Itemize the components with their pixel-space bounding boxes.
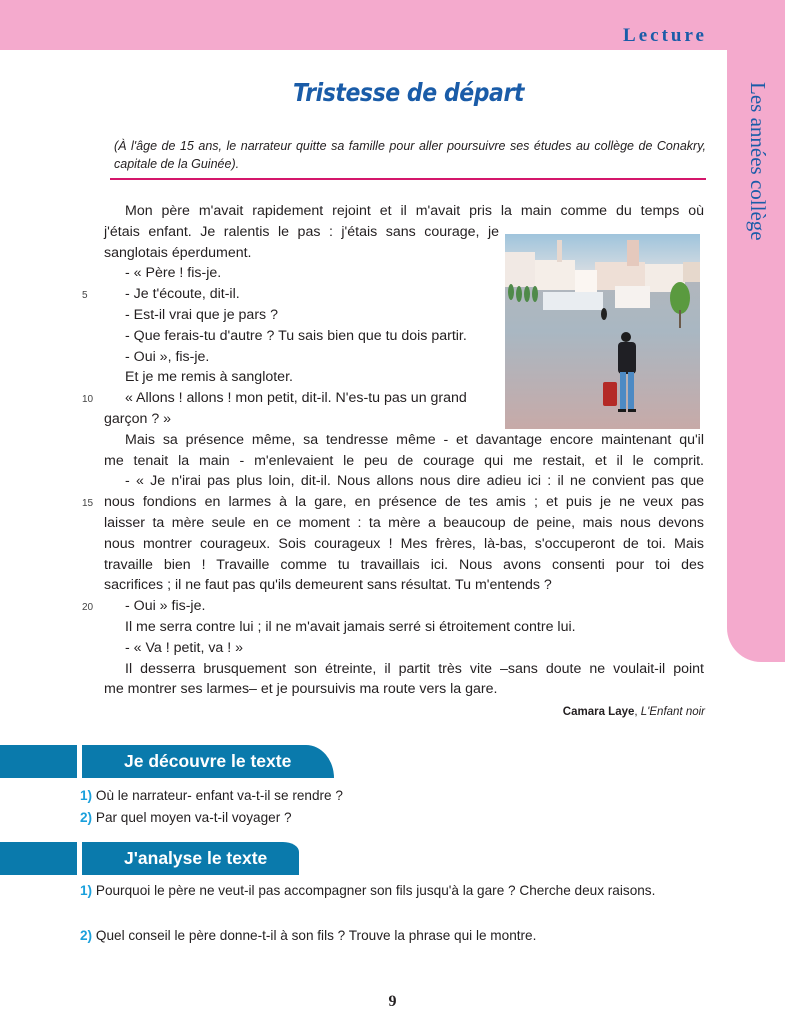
passage-line: me montrer ses larmes– et je poursuivis ma route vers la gare. — [104, 681, 498, 698]
page-title: Tristesse de départ — [293, 78, 524, 107]
passage-line: Mais sa présence même, sa tendresse même - et davantage encore maintenant qu'il — [125, 431, 704, 448]
question — [80, 785, 706, 807]
section-header-stub — [0, 842, 77, 875]
question-text: Pourquoi le père ne veut-il pas accompagner son fils jusqu'à la gare ? Cherche deux raisons. — [95, 883, 656, 898]
passage-line — [82, 284, 704, 305]
section-header-stub — [0, 745, 77, 778]
passage-line-text: nous fondions en larmes à la gare, en présence de tes amis ; et puis je ne veux pas — [104, 494, 704, 511]
passage-line: Il me serra contre lui ; il ne m'avait jamais serré si étroitement contre lui. — [125, 618, 576, 635]
passage-line — [82, 492, 704, 513]
passage-line: Il desserra brusquement son étreinte, il partit très vite –sans doute ne voulait-il point — [125, 660, 704, 677]
line-number: 10 — [82, 394, 94, 406]
section-header-title: J'analyse le texte — [82, 842, 299, 875]
passage-line: sacrifices ; il ne faut pas qu'ils demeurent sans résultat. Tu m'entends ? — [104, 577, 552, 594]
question-number: 2) — [80, 810, 93, 825]
intro-note: (À l'âge de 15 ans, le narrateur quitte sa famille pour aller poursuivre ses études au collège de Conakry, capitale de la Guinée). — [114, 139, 706, 171]
passage — [82, 201, 704, 700]
passage-line: laisser ta mère seule en ce moment : ta mère a beaucoup de peine, mais nous devons — [104, 514, 704, 531]
question-number: 1) — [80, 788, 93, 803]
question-text: Par quel moyen va-t-il voyager ? — [95, 810, 292, 825]
passage-line: sanglotais éperdument. — [104, 244, 252, 261]
passage-line: - « Je n'irai pas plus loin, dit-il. Nous allons nous dire adieu ici : il ne convient pas que — [125, 473, 704, 490]
credit-work: L'Enfant noir — [640, 706, 705, 718]
question — [80, 925, 706, 947]
side-label: Les années collège — [746, 82, 770, 241]
passage-line: nous montrer courageux. Sois courageux ! Mes frères, là-bas, s'occuperont de toi. Mais — [104, 535, 704, 552]
passage-line-text: - Je t'écoute, dit-il. — [125, 286, 240, 303]
passage-line: - « Va ! petit, va ! » — [125, 639, 244, 656]
line-number: 15 — [82, 498, 94, 510]
question — [80, 880, 706, 902]
credit-author: Camara Laye — [562, 706, 635, 718]
passage-line: garçon ? » — [104, 410, 172, 427]
passage-line: Mon père m'avait rapidement rejoint et il m'avait pris la main comme du temps où — [125, 203, 704, 219]
section-header-title: Je découvre le texte — [82, 745, 334, 778]
divider — [110, 178, 706, 180]
passage-line: - Est-il vrai que je pars ? — [125, 306, 278, 323]
line-number: 5 — [82, 290, 88, 302]
passage-line: - « Père ! fis-je. — [125, 265, 222, 282]
passage-line: me tenait la main - m'enlevaient le peu de courage qui me restait, et il le comprit. — [104, 452, 704, 469]
passage-line-text: - Oui » fis-je. — [125, 598, 206, 615]
line-number: 20 — [82, 602, 94, 614]
passage-line: - Oui », fis-je. — [125, 348, 210, 365]
passage-line: Et je me remis à sangloter. — [125, 369, 293, 386]
passage-line-text: « Allons ! allons ! mon petit, dit-il. N'es-tu pas un grand — [125, 390, 467, 407]
section-label: Lecture — [623, 25, 707, 46]
passage-line: - Que ferais-tu d'autre ? Tu sais bien que tu dois partir. — [125, 327, 467, 344]
question-text: Quel conseil le père donne-t-il à son fils ? Trouve la phrase qui le montre. — [95, 928, 537, 943]
question-number: 1) — [80, 883, 93, 898]
source-credit: Camara Laye, L'Enfant noir — [562, 706, 705, 718]
page-number: 9 — [388, 993, 397, 1010]
passage-line: j'étais enfant. Je ralentis le pas : j'étais sans courage, je — [104, 223, 499, 240]
passage-line: travaille bien ! Travaille comme tu travaillais ici. Nous avons consenti pour toi des — [104, 556, 704, 573]
question-number: 2) — [80, 928, 93, 943]
passage-line — [82, 596, 704, 617]
passage-line — [82, 388, 704, 409]
question — [80, 807, 706, 829]
question-text: Où le narrateur- enfant va-t-il se rendre ? — [95, 788, 343, 803]
